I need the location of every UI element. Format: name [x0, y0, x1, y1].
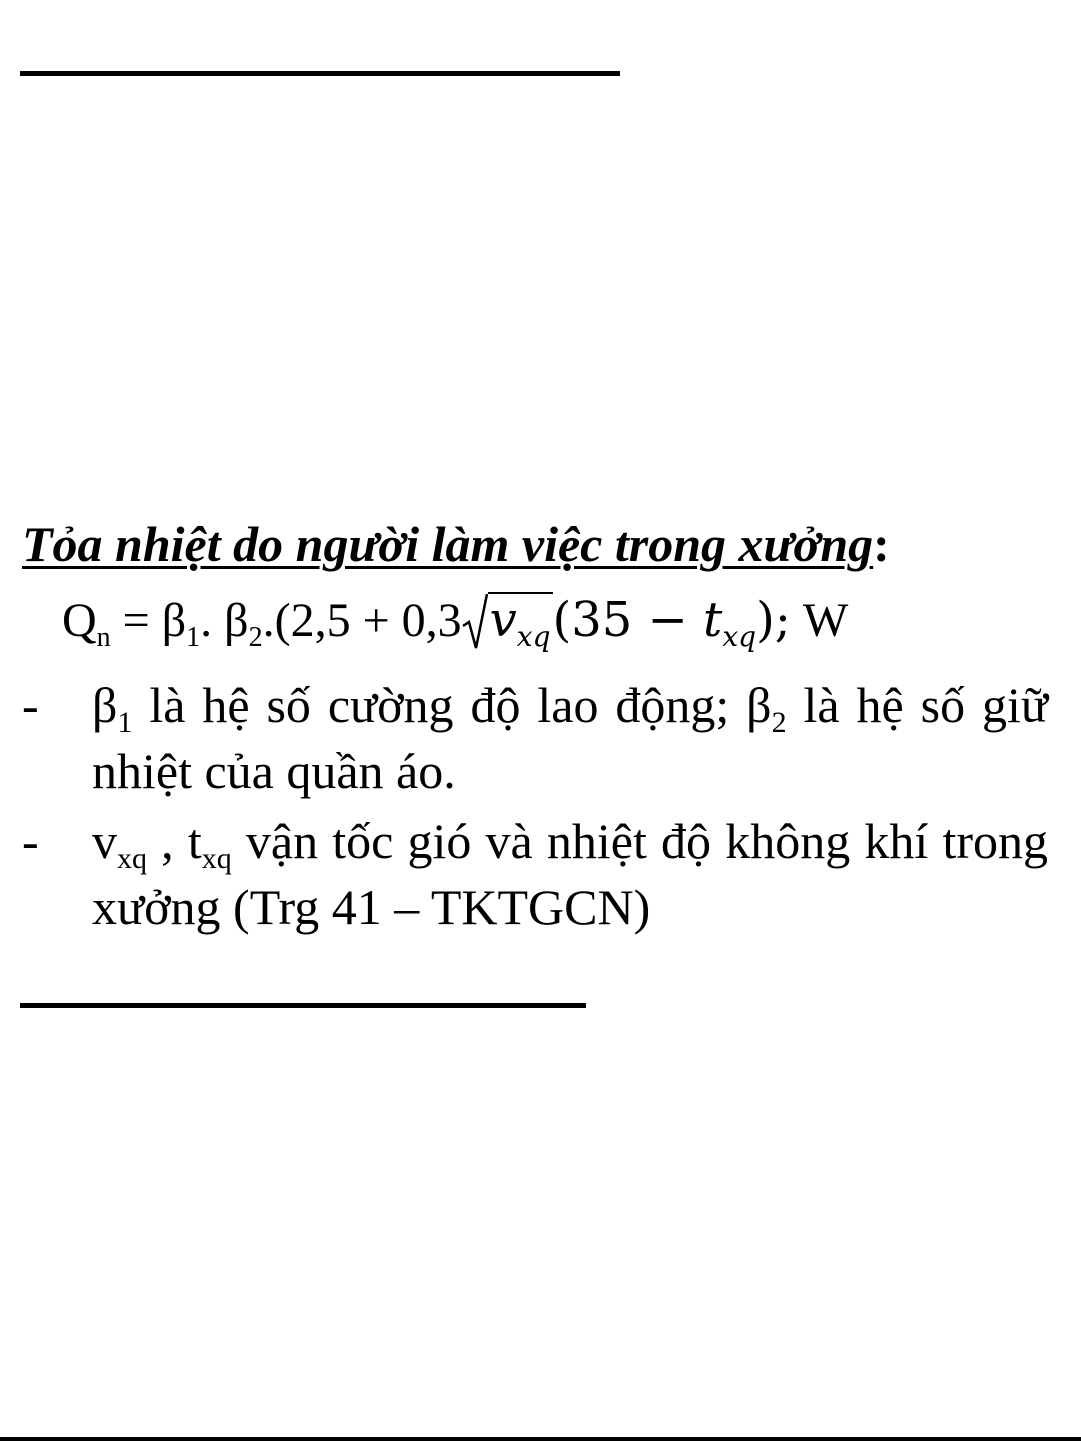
heading-text: Tỏa nhiệt do người làm việc trong xưởng: [22, 516, 874, 572]
formula-q-subscript: n: [96, 622, 111, 653]
heading-colon: :: [873, 516, 890, 572]
formula-v: v: [489, 592, 517, 648]
formula-t-subscript: xq: [722, 620, 757, 653]
formula-beta1-subscript: 1: [186, 622, 201, 653]
formula-v-subscript: xq: [516, 620, 551, 653]
sqrt-radical: [462, 586, 553, 656]
radical-sign-icon: [462, 592, 488, 652]
item1-text-b: là hệ số giữ nhiệt của quần áo.: [92, 677, 1048, 799]
t-symbol: , t: [147, 813, 202, 869]
formula-eq-beta: = β: [110, 594, 187, 647]
formula-open: .(2,5 + 0,3: [262, 594, 462, 647]
v-symbol: v: [92, 813, 117, 869]
beta2-subscript: 2: [771, 706, 787, 739]
item2-text: vận tốc gió và nhiệt độ không khí trong xưởng (Trg 41 – TKTGCN): [92, 813, 1048, 935]
item1-text-a: là hệ số cường độ lao động; β: [132, 677, 772, 733]
formula-t-group: [703, 592, 757, 653]
formula-unit: W: [790, 594, 849, 647]
beta1-symbol: β: [92, 677, 118, 733]
section-heading: [22, 514, 890, 574]
top-divider: [20, 71, 620, 76]
bullet-dash: -: [22, 813, 39, 869]
heat-formula: [62, 585, 848, 655]
bottom-border: [0, 1437, 1081, 1441]
formula-mid-beta: . β: [200, 594, 249, 647]
formula-t: t: [703, 592, 723, 648]
formula-paren-open: (35 −: [552, 592, 704, 648]
radicand: [488, 592, 553, 653]
list-item-text: [92, 808, 1048, 940]
beta1-subscript: 1: [117, 706, 133, 739]
formula-q: Q: [62, 594, 97, 647]
formula-beta2-subscript: 2: [248, 622, 263, 653]
formula-paren-close: );: [756, 592, 791, 648]
v-subscript: xq: [117, 842, 147, 875]
bullet-dash: -: [22, 677, 39, 733]
t-subscript: xq: [201, 842, 232, 875]
list-item-text: [92, 672, 1048, 804]
middle-divider: [20, 1003, 586, 1008]
